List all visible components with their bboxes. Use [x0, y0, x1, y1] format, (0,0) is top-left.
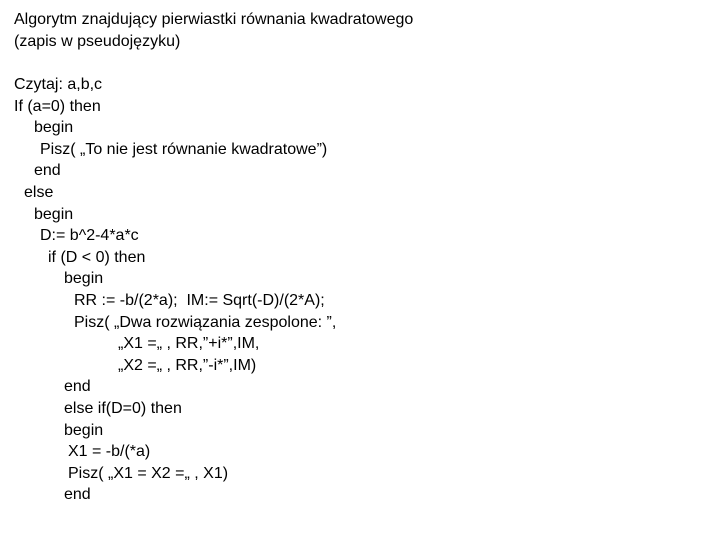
code-line: end [64, 486, 91, 503]
code-line: else [24, 184, 54, 201]
code-line: else if(D=0) then [64, 400, 182, 417]
document-title-line-2: (zapis w pseudojęzyku) [14, 33, 181, 50]
code-line: D:= b^2-4*a*c [40, 227, 139, 244]
code-line: Pisz( „To nie jest równanie kwadratowe”) [40, 141, 328, 158]
code-line: end [34, 162, 61, 179]
code-line: „X2 =„ , RR,”-i*”,IM) [118, 357, 257, 374]
code-line: Czytaj: a,b,c [14, 76, 103, 93]
code-line: Pisz( „Dwa rozwiązania zespolone: ”, [74, 314, 337, 331]
code-line: begin [34, 119, 74, 136]
code-line: X1 = -b/(*a) [68, 443, 151, 460]
code-line: if (D < 0) then [48, 249, 146, 266]
code-line: „X1 =„ , RR,”+i*”,IM, [118, 335, 260, 352]
code-line: RR := -b/(2*a); IM:= Sqrt(-D)/(2*A); [74, 292, 325, 309]
code-line: end [64, 378, 91, 395]
code-line: begin [64, 270, 104, 287]
code-line: begin [34, 206, 74, 223]
code-line: begin [64, 422, 104, 439]
code-line: Pisz( „X1 = X2 =„ , X1) [68, 465, 229, 482]
code-line: If (a=0) then [14, 98, 101, 115]
document-title-line-1: Algorytm znajdujący pierwiastki równania kwadratowego [14, 11, 414, 28]
